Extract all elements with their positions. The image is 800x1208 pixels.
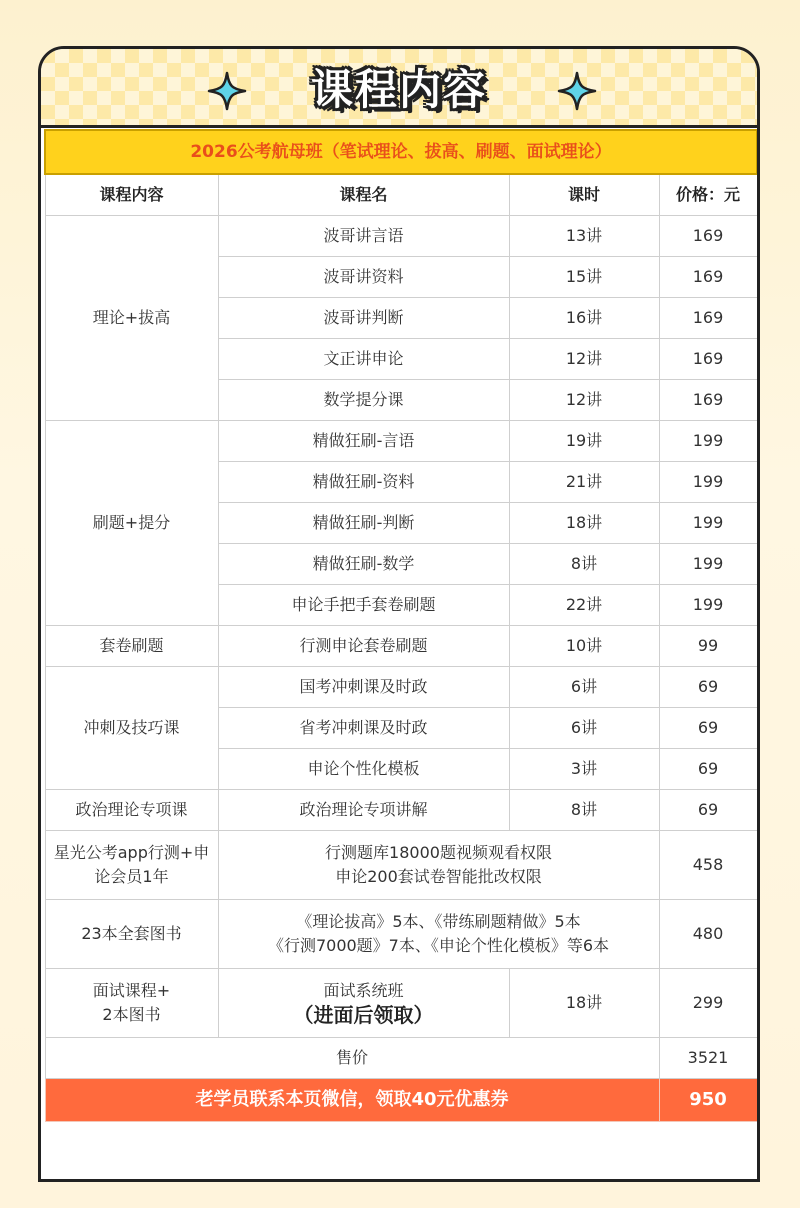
- course-price: 69: [659, 748, 757, 789]
- category-cell: 刷题+提分: [45, 420, 218, 625]
- course-name: 申论手把手套卷刷题: [218, 584, 509, 625]
- course-hours: 15讲: [509, 256, 659, 297]
- category-cell: 23本全套图书: [45, 899, 218, 968]
- books-description: [218, 899, 659, 968]
- course-name: 文正讲申论: [218, 338, 509, 379]
- description-line: 申论200套试卷智能批改权限: [335, 866, 542, 886]
- course-price: 199: [659, 420, 757, 461]
- category-cell: 套卷刷题: [45, 625, 218, 666]
- course-name: 波哥讲资料: [218, 256, 509, 297]
- table-row: [45, 215, 757, 256]
- category-cell: [45, 830, 218, 899]
- course-price: 69: [659, 789, 757, 830]
- table-row: [45, 625, 757, 666]
- course-price: 199: [659, 584, 757, 625]
- header-price: 价格：元: [659, 174, 757, 215]
- course-price: 199: [659, 461, 757, 502]
- course-name: [218, 968, 509, 1037]
- category-cell: 政治理论专项课: [45, 789, 218, 830]
- course-name: 省考冲刺课及时政: [218, 707, 509, 748]
- description-line: 《理论拔高》5本、《带练刷题精做》5本: [296, 911, 581, 931]
- course-name: 波哥讲判断: [218, 297, 509, 338]
- course-card: [38, 46, 760, 1182]
- course-name-line: 面试系统班: [323, 980, 404, 1000]
- category-line: 星光公考app行测+申: [53, 842, 210, 862]
- header-category: 课程内容: [45, 174, 218, 215]
- header-hours: 课时: [509, 174, 659, 215]
- course-hours: 10讲: [509, 625, 659, 666]
- course-price: 299: [659, 968, 757, 1037]
- books-row: [45, 899, 757, 968]
- member-row: [45, 830, 757, 899]
- offer-value: 950: [659, 1078, 757, 1121]
- description-line: 行测题库18000题视频观看权限: [325, 842, 552, 862]
- category-cell: 理论+拔高: [45, 215, 218, 420]
- course-price: 69: [659, 707, 757, 748]
- category-cell: 冲刺及技巧课: [45, 666, 218, 789]
- course-price: 169: [659, 297, 757, 338]
- course-price: 199: [659, 543, 757, 584]
- course-hours: 12讲: [509, 338, 659, 379]
- course-name: 行测申论套卷刷题: [218, 625, 509, 666]
- category-line: 2本图书: [102, 1004, 161, 1024]
- course-price: 169: [659, 256, 757, 297]
- category-line: 论会员1年: [94, 866, 169, 886]
- course-table: [44, 129, 758, 1122]
- category-line: 面试课程+: [92, 980, 171, 1000]
- course-price: 199: [659, 502, 757, 543]
- course-hours: 18讲: [509, 502, 659, 543]
- course-hours: 8讲: [509, 789, 659, 830]
- total-row: [45, 1037, 757, 1078]
- table-row: [45, 666, 757, 707]
- header-course-name: 课程名: [218, 174, 509, 215]
- sparkle-icon: [557, 71, 597, 111]
- course-price: 169: [659, 338, 757, 379]
- course-hours: 22讲: [509, 584, 659, 625]
- course-hours: 13讲: [509, 215, 659, 256]
- course-hours: 6讲: [509, 707, 659, 748]
- course-price: 480: [659, 899, 757, 968]
- course-price: 169: [659, 215, 757, 256]
- course-name: 精做狂刷-数学: [218, 543, 509, 584]
- offer-label: 老学员联系本页微信，领取40元优惠券: [45, 1078, 659, 1121]
- course-name: 国考冲刺课及时政: [218, 666, 509, 707]
- total-label: 售价: [45, 1037, 659, 1078]
- course-price: 99: [659, 625, 757, 666]
- course-name: 申论个性化模板: [218, 748, 509, 789]
- member-description: [218, 830, 659, 899]
- interview-row: [45, 968, 757, 1037]
- course-hours: 18讲: [509, 968, 659, 1037]
- course-hours: 21讲: [509, 461, 659, 502]
- course-banner: 2026公考航母班（笔试理论、拔高、刷题、面试理论）: [45, 130, 757, 174]
- table-row: [45, 789, 757, 830]
- course-name: 波哥讲言语: [218, 215, 509, 256]
- course-price: 69: [659, 666, 757, 707]
- page-title: 课程内容: [310, 65, 487, 114]
- card-header: [41, 49, 757, 128]
- course-name: 政治理论专项讲解: [218, 789, 509, 830]
- course-hours: 8讲: [509, 543, 659, 584]
- course-hours: 6讲: [509, 666, 659, 707]
- description-line: 《行测7000题》7本、《申论个性化模板》等6本: [267, 935, 610, 955]
- course-name: 精做狂刷-言语: [218, 420, 509, 461]
- total-value: 3521: [659, 1037, 757, 1078]
- course-price: 169: [659, 379, 757, 420]
- course-name: 精做狂刷-判断: [218, 502, 509, 543]
- course-hours: 16讲: [509, 297, 659, 338]
- course-name: 数学提分课: [218, 379, 509, 420]
- course-name: 精做狂刷-资料: [218, 461, 509, 502]
- table-row: [45, 420, 757, 461]
- course-banner-row: [45, 130, 757, 174]
- header-row: [45, 174, 757, 215]
- course-hours: 19讲: [509, 420, 659, 461]
- category-cell: [45, 968, 218, 1037]
- course-hours: 3讲: [509, 748, 659, 789]
- course-hours: 12讲: [509, 379, 659, 420]
- offer-row: [45, 1078, 757, 1121]
- course-name-note: （进面后领取）: [293, 1002, 434, 1027]
- course-price: 458: [659, 830, 757, 899]
